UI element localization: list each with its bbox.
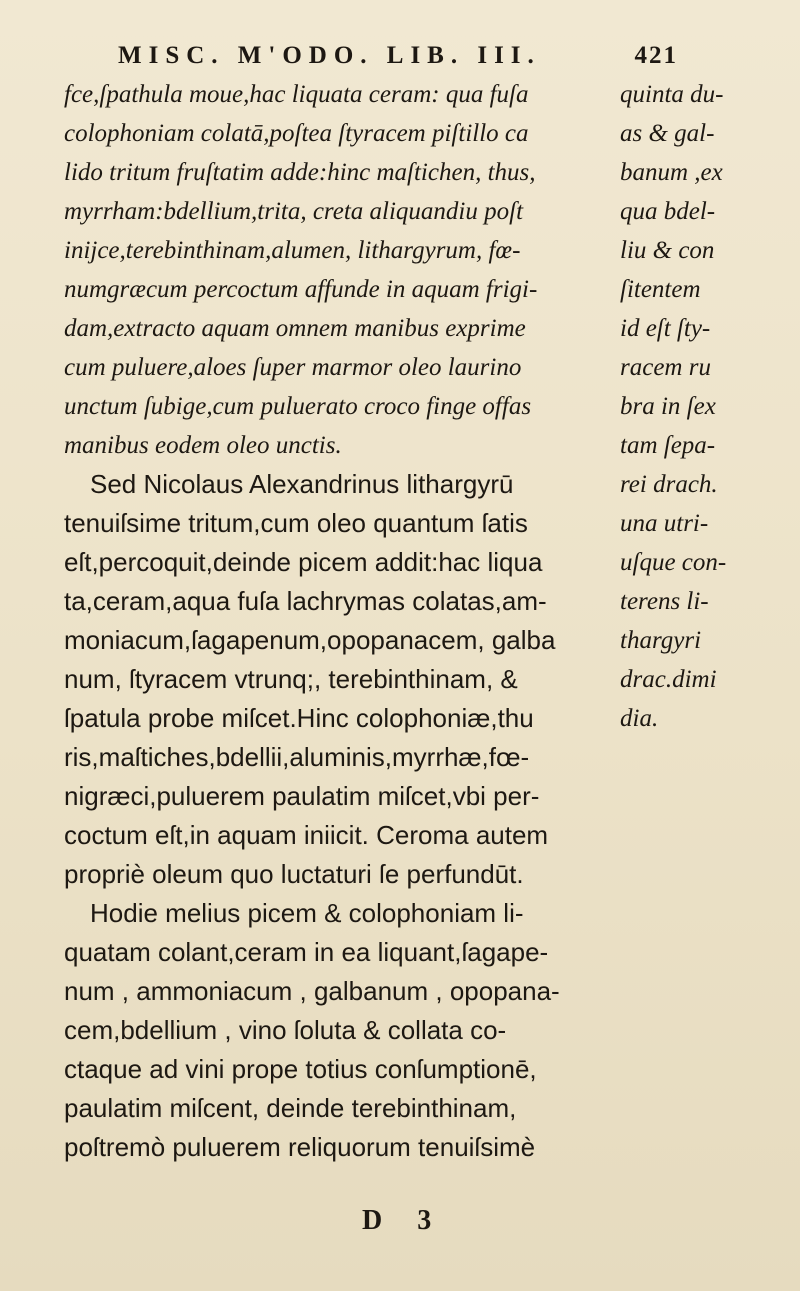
margin-note-line: banum ,ex (620, 159, 723, 186)
margin-note-line: una utri- (620, 510, 709, 537)
margin-note-line: drac.dimi (620, 666, 717, 693)
margin-note-line: as & gal- (620, 120, 715, 147)
text-line: numgræcum percoctum affunde in aquam frigi- (64, 276, 538, 303)
text-line: eſt,percoquit,deinde picem addit:hac liqua (64, 547, 543, 577)
text-line: myrrham:bdellium,trita, creta aliquandiu poſt (64, 198, 524, 225)
page-number: 421 (634, 42, 678, 69)
text-line: manibus eodem oleo unctis. (64, 432, 342, 459)
text-line: ſpatula probe miſcet.Hinc colophoniæ,thu (64, 703, 534, 733)
text-line: propriè oleum quo luctaturi ſe perfundūt. (64, 859, 524, 889)
margin-note-line: liu & con (620, 237, 715, 264)
margin-note-line: id eſt ſty- (620, 315, 711, 342)
paragraph-start-line: Sed Nicolaus Alexandrinus lithargyrū (90, 469, 514, 499)
text-line: dam,extracto aquam omnem manibus exprime (64, 315, 526, 342)
margin-note-line: ſitentem (620, 276, 701, 303)
text-line: poſtremò puluerem reliquorum tenuiſsimè (64, 1132, 536, 1162)
text-line: num, ſtyracem vtrunq;, terebinthinam, & (64, 664, 518, 694)
margin-note-line: rei drach. (620, 471, 718, 498)
margin-note-line: racem ru (620, 354, 711, 381)
text-line: moniacum,ſagapenum,opopanacem, galba (64, 625, 556, 655)
margin-note-line: thargyri (620, 627, 702, 654)
margin-note-line: dia. (620, 705, 659, 732)
text-line: ctaque ad vini prope totius conſumptionē, (64, 1054, 537, 1084)
text-line: colophoniam colatā,poſtea ſtyracem piſtillo ca (64, 120, 529, 147)
text-line: ta,ceram,aqua fuſa lachrymas colatas,am- (64, 586, 547, 616)
text-line: inijce,terebinthinam,alumen, lithargyrum, fœ- (64, 237, 521, 264)
margin-note-line: quinta du- (620, 81, 724, 108)
paragraph-start-line: Hodie melius picem & colophoniam li- (90, 898, 524, 928)
text-line: cem,bdellium , vino ſoluta & collata co- (64, 1015, 507, 1045)
text-line: lido tritum fruſtatim adde:hinc maſtichen, thus, (64, 159, 536, 186)
text-line: tenuiſsime tritum,cum oleo quantum ſatis (64, 508, 528, 538)
text-line: unctum ſubige,cum puluerato croco finge offas (64, 393, 532, 420)
margin-note-line: uſque con- (620, 549, 727, 576)
text-line: ris,maſtiches,bdellii,aluminis,myrrhæ,fœ- (64, 742, 530, 772)
margin-note-line: bra in ſex (620, 393, 716, 420)
text-line: fce,ſpathula moue,hac liquata ceram: qua fuſa (64, 81, 529, 108)
signature-mark: D 3 (362, 1205, 446, 1236)
text-line: nigræci,puluerem paulatim miſcet,vbi per- (64, 781, 540, 811)
text-line: paulatim miſcent, deinde terebinthinam, (64, 1093, 517, 1123)
text-line: cum puluere,aloes ſuper marmor oleo laurino (64, 354, 522, 381)
text-line: quatam colant,ceram in ea liquant,ſagape- (64, 937, 549, 967)
margin-note-line: tam ſepa- (620, 432, 716, 459)
margin-note-line: qua bdel- (620, 198, 716, 225)
margin-notes (620, 75, 770, 738)
margin-note-line: terens li- (620, 588, 709, 615)
page-header (118, 42, 678, 76)
running-head: MISC. M'ODO. LIB. III. (118, 42, 541, 69)
text-line: coctum eſt,in aquam iniicit. Ceroma autem (64, 820, 549, 850)
text-line: num , ammoniacum , galbanum , opopana- (64, 976, 560, 1006)
